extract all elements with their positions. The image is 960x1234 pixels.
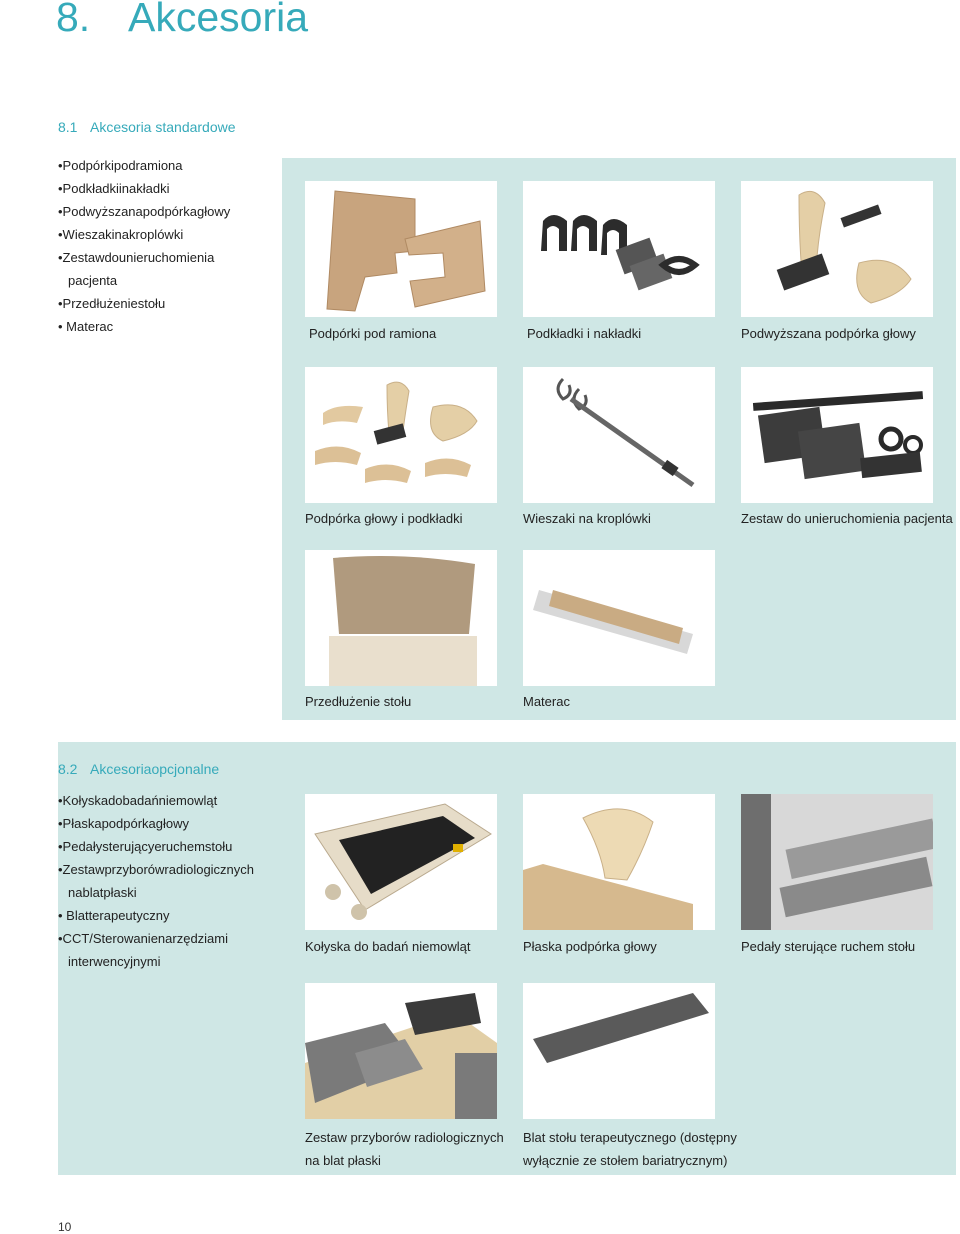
list-item: •Podpórkipodramiona — [58, 158, 183, 173]
list-item: •Zestawprzyborówradiologicznych — [58, 862, 255, 877]
caption-raised-head-support: Podwyższana podpórka głowy — [741, 326, 916, 341]
list-item: • Blatterapeutyczny — [58, 908, 170, 923]
table-extension-photo — [305, 550, 497, 686]
list-item: • Materac — [58, 319, 114, 334]
list-item: •Podkładkiinakładki — [58, 181, 170, 196]
list-item: •Pedałysterującyeruchemstołu — [58, 839, 233, 854]
page-title — [56, 0, 308, 41]
radiology-kit-photo — [305, 983, 497, 1119]
caption-head-support-pads: Podpórka głowy i podkładki — [305, 511, 463, 526]
list-item: •Kołyskadobadańniemowląt — [58, 793, 218, 808]
caption-flat-head-support: Płaska podpórka głowy — [523, 939, 657, 954]
caption-therapeutic-tabletop: Blat stołu terapeutycznego (dostępny wyłącznie ze stołem bariatrycznym) — [523, 1130, 737, 1168]
caption-mattress: Materac — [523, 694, 570, 709]
list-item: •Płaskapodpórkagłowy — [58, 816, 190, 831]
infant-cradle-photo — [305, 794, 497, 930]
section-heading-standard — [58, 119, 236, 135]
restraint-kit-photo — [741, 367, 933, 503]
list-item-continuation: interwencyjnymi — [68, 954, 161, 969]
mattress-photo — [523, 550, 715, 686]
table-pedals-photo — [741, 794, 933, 930]
section-title: Akcesoria standardowe — [90, 119, 236, 135]
list-item-continuation: pacjenta — [68, 273, 118, 288]
list-item-continuation: nablatpłaski — [68, 885, 137, 900]
list-item: •Zestawdounieruchomienia — [58, 250, 215, 265]
caption-iv-pole: Wieszaki na kroplówki — [523, 511, 651, 526]
arm-supports-photo — [305, 181, 497, 317]
section-title: Akcesoriaopcjonalne — [90, 761, 220, 777]
caption-restraint-kit: Zestaw do unieruchomienia pacjenta — [741, 511, 953, 526]
chapter-number: 8. — [56, 0, 91, 40]
section-number: 8.1 — [58, 119, 78, 135]
caption-table-pedals: Pedały sterujące ruchem stołu — [741, 939, 916, 954]
list-item: •CCT/Sterowanienarzędziami — [58, 931, 229, 946]
caption-infant-cradle: Kołyska do badań niemowląt — [305, 939, 471, 954]
caption-arm-supports: Podpórki pod ramiona — [309, 326, 437, 341]
list-item: •Wieszakinakroplówki — [58, 227, 184, 242]
list-item: •Przedłużeniestołu — [58, 296, 166, 311]
section-heading-optional — [58, 761, 219, 777]
list-item: •Podwyższanapodpórkagłowy — [58, 204, 231, 219]
caption-table-extension: Przedłużenie stołu — [305, 694, 412, 709]
iv-pole-photo — [523, 367, 715, 503]
caption-pads: Podkładki i nakładki — [527, 326, 642, 341]
section-number: 8.2 — [58, 761, 78, 777]
flat-head-support-photo — [523, 794, 715, 930]
optional-accessories-list — [58, 789, 254, 973]
pads-photo — [523, 181, 715, 317]
page-number: 10 — [58, 1220, 72, 1234]
chapter-title: Akcesoria — [128, 0, 309, 40]
raised-head-support-photo — [741, 181, 933, 317]
standard-accessories-list — [58, 154, 230, 338]
therapeutic-tabletop-photo — [523, 983, 715, 1119]
head-support-pads-photo — [305, 367, 497, 503]
caption-radiology-kit: Zestaw przyborów radiologicznych na blat płaski — [305, 1130, 504, 1168]
